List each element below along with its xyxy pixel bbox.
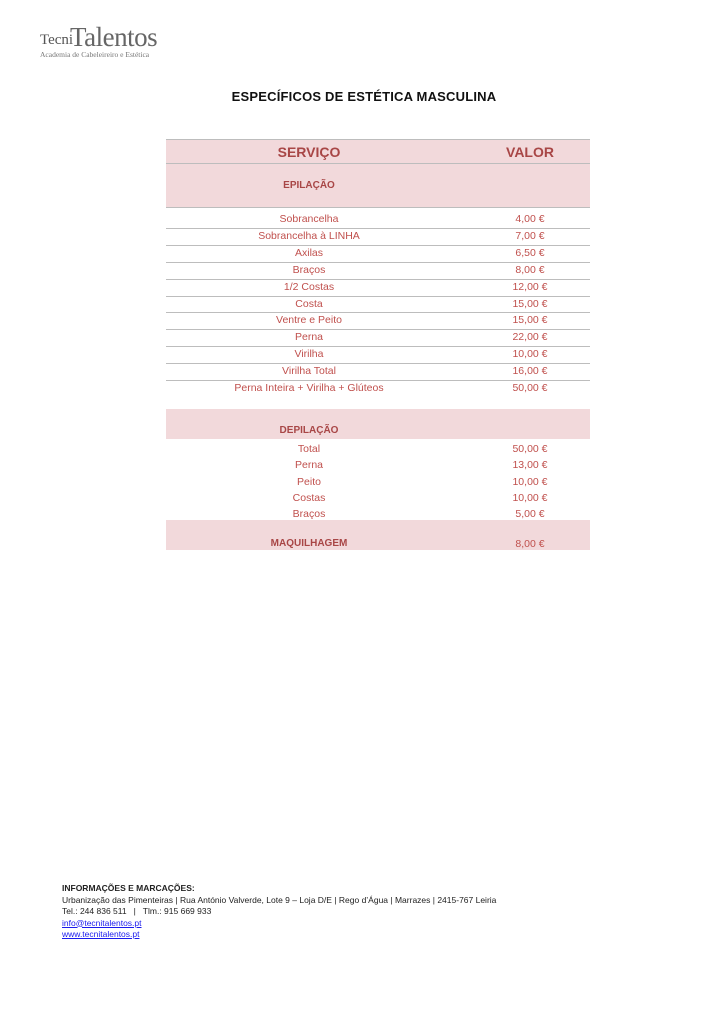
service-price: 50,00 € (512, 382, 548, 394)
maquilhagem-label: MAQUILHAGEM (270, 538, 348, 549)
table-rule (166, 312, 590, 313)
maquilhagem-price: 8,00 € (515, 538, 545, 550)
column-header-value: VALOR (506, 144, 554, 160)
table-rule (166, 207, 590, 208)
section-label-depilacao: DEPILAÇÃO (279, 425, 339, 436)
service-price: 50,00 € (512, 443, 548, 455)
service-name: Ventre e Peito (276, 314, 342, 327)
service-price: 15,00 € (512, 297, 548, 310)
logo-tagline: Academia de Cabeleireiro e Estética (40, 50, 150, 59)
service-price: 10,00 € (512, 348, 548, 361)
table-rule (166, 329, 590, 330)
service-name: Axilas (294, 246, 323, 259)
footer-address: Urbanização das Pimenteiras | Rua António Valverde, Lote 9 – Loja D/E | Rego d’Água | Marrazes | 2415-767 Leiria (62, 894, 497, 905)
page-title: ESPECÍFICOS DE ESTÉTICA MASCULINA (231, 89, 497, 104)
service-price: 22,00 € (512, 331, 548, 344)
service-price: 8,00 € (515, 263, 545, 276)
footer-title: INFORMAÇÕES E MARCAÇÕES: (62, 883, 195, 893)
service-name: Sobrancelha (279, 213, 339, 225)
footer-website-link[interactable]: www.tecnitalentos.pt (62, 929, 140, 939)
service-name: Virilha Total (282, 365, 336, 378)
service-price: 6,50 € (515, 246, 545, 259)
service-name: Total (297, 443, 321, 455)
service-price: 7,00 € (515, 229, 545, 242)
service-name: Perna (294, 459, 324, 472)
logo-text-tecni: Tecni (40, 32, 74, 48)
column-header-service: SERVIÇO (277, 144, 341, 160)
logo-text-talentos: Talentos (70, 22, 158, 52)
service-price: 13,00 € (512, 459, 548, 472)
footer (62, 883, 496, 941)
table-rule (166, 279, 590, 280)
service-name: Braços (292, 508, 326, 521)
table-rule (166, 363, 590, 364)
service-name: Costa (295, 297, 323, 310)
table-rule (166, 245, 590, 246)
table-rule (166, 346, 590, 347)
service-price: 12,00 € (512, 280, 548, 293)
service-price: 15,00 € (512, 314, 548, 327)
footer-phones: Tel.: 244 836 511 | Tlm.: 915 669 933 (62, 906, 212, 916)
service-name: 1/2 Costas (283, 280, 335, 293)
service-price: 5,00 € (515, 508, 545, 521)
service-name: Costas (292, 491, 326, 504)
section-label-epilacao: EPILAÇÃO (283, 180, 335, 191)
service-name: Braços (292, 263, 326, 276)
service-name: Perna Inteira + Virilha + Glúteos (234, 382, 384, 394)
table-rule (166, 228, 590, 229)
table-rule (166, 296, 590, 297)
table-rule (166, 380, 590, 381)
service-price: 10,00 € (512, 475, 548, 488)
service-name: Peito (297, 475, 321, 488)
footer-email-link[interactable]: info@tecnitalentos.pt (62, 917, 142, 928)
table-rule (166, 262, 590, 263)
service-price: 4,00 € (515, 213, 545, 225)
brand-logo (40, 22, 160, 62)
service-name: Sobrancelha à LINHA (258, 229, 360, 242)
service-name: Virilha (294, 348, 324, 361)
service-price: 16,00 € (512, 365, 548, 378)
service-price: 10,00 € (512, 491, 548, 504)
service-name: Perna (294, 331, 324, 344)
